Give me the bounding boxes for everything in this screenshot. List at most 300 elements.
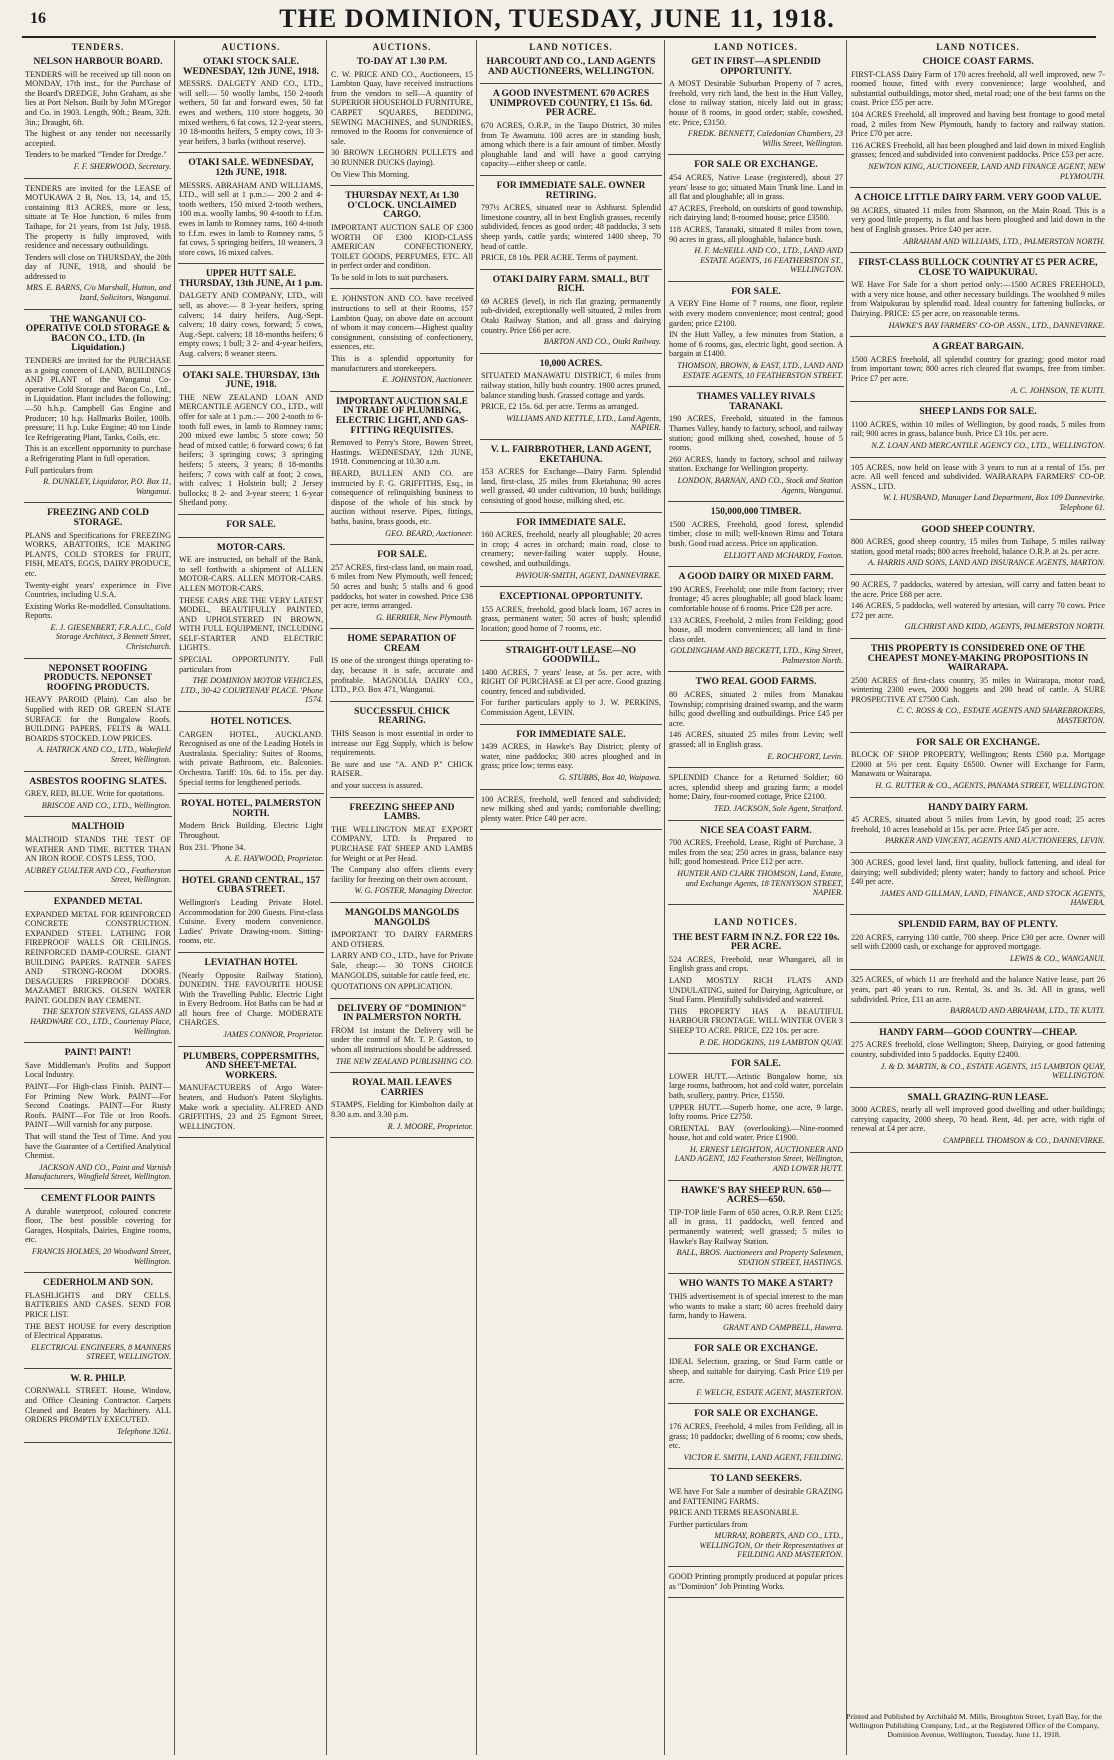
ad-heading: FOR SALE OR EXCHANGE.: [694, 1409, 818, 1420]
advertisement: [850, 255, 1106, 337]
advertisement: [178, 796, 324, 871]
column: [668, 918, 844, 1708]
ad-signature: R. J. MOORE, Proprietor.: [387, 1121, 473, 1131]
ad-text: 257 ACRES, first-class land, on main road, 6 miles from New Plymouth, well fenced; 50 acres and bush; 5 stalls and 6 good paddocks, hot water in cowshed. Price £38 per acre, terms arranged.: [331, 562, 473, 611]
ad-text: Existing Works Re-modelled. Consultations. Reports.: [25, 601, 171, 621]
advertisement: [850, 800, 1106, 853]
ad-heading: OTAKI DAIRY FARM. SMALL, BUT RICH.: [492, 274, 650, 295]
ad-signature: FRANCIS HOLMES, 20 Woodward Street, Wellington.: [31, 1246, 171, 1266]
column: [850, 54, 1106, 1706]
ad-heading: FOR IMMEDIATE SALE. OWNER RETIRING.: [496, 180, 646, 201]
advertisement: [24, 505, 172, 658]
ad-heading: FOR SALE OR EXCHANGE.: [916, 737, 1040, 748]
ad-signature: Telephone 3261.: [117, 1426, 171, 1436]
ad-signature: THE NEW ZEALAND PUBLISHING CO.: [335, 1056, 473, 1066]
ad-signature: E. JOHNSTON, Auctioneer.: [382, 375, 473, 385]
ad-heading: PLUMBERS, COPPERSMITHS, AND SHEET-METAL WORKERS.: [183, 1051, 319, 1081]
ad-heading: SPLENDID FARM, BAY OF PLENTY.: [898, 919, 1058, 930]
advertisement: [24, 312, 172, 504]
advertisement: [668, 157, 844, 282]
ad-signature: MURRAY, ROBERTS, AND CO., LTD., WELLINGTON, Or their Representatives at FEILDING AND MASTERTON.: [699, 1531, 843, 1560]
ad-text: BEARD, BULLEN AND CO. are instructed by F. G. GRIFFITHS, Esq., in consequence of relinquishing business to dispose of the whole of his stock by auction without reserve. Pipes, fittings, baths, basins, brass goods, etc.: [331, 468, 473, 526]
advertisement: [330, 188, 474, 289]
advertisement: [850, 855, 1106, 915]
column-rule: [846, 40, 847, 1755]
ad-text: TIP-TOP little Farm of 650 acres, O.R.P. Rent £125; all in grass, 11 paddocks, well fenced and permanently watered; well grassed; 5 miles to Hawke's Bay Railway Station.: [669, 1207, 843, 1246]
ad-heading: GOOD SHEEP COUNTRY.: [921, 524, 1035, 535]
ad-text: 105 ACRES, now held on lease with 3 years to run at a rental of 15s. per acre. All well fenced and subdivided. WAIRARAPA FARMERS' CO-OP. ASSN., LTD.: [851, 462, 1105, 491]
ad-signature: E. ROCHFORT, Levin.: [767, 751, 843, 761]
advertisement: [668, 1471, 844, 1567]
ad-text: TENDERS are invited for the PURCHASE as a going concern of LAND, BUILDINGS AND PLANT of the Wanganui Co-operative Cold Storage and Bacon Co., Ltd., in Liquidation. Plant includes the following:—50 h.h.p. Campbell Gas Engine and Producer; 10 h.p. Hallmarks Boiler, 100lb. pressure; 11 h.p. Luke Engine; 40 ton Linde Ice Refrigerating Plant, Tanks, Coils, etc.: [25, 356, 171, 442]
ad-heading: OTAKI SALE. WEDNESDAY, 12th JUNE, 1918.: [188, 158, 314, 178]
advertisement: [330, 394, 474, 545]
column-heading: AUCTIONS.: [372, 42, 432, 52]
ad-signature: E. J. GIESENBERT, F.R.A.I.C., Cold Storage Architect, 3 Bennett Street, Christchurch.: [50, 622, 171, 652]
ad-text: THIS PROPERTY HAS A BEAUTIFUL HARBOUR FRONTAGE. WILL WINTER OVER 3 SHEEP TO ACRE. PRICE, £22 10s. per acre.: [669, 1006, 843, 1035]
ad-signature: JAMES CONNOR, Proprietor.: [223, 1030, 323, 1040]
ad-text: THIS advertisement is of special interest to the man who wants to make a start; 60 acres freehold dairy farm, handy to Hawera.: [669, 1292, 843, 1321]
ad-heading: THAMES VALLEY RIVALS TARANAKI.: [696, 392, 816, 412]
ad-heading: UPPER HUTT SALE. THURSDAY, 13th JUNE, At 1 p.m.: [179, 269, 323, 289]
advertisement: [668, 674, 844, 768]
ad-heading: A GOOD INVESTMENT. 670 ACRES UNIMPROVED COUNTRY, £1 15s. 6d. PER ACRE.: [489, 89, 653, 119]
ad-text: 153 ACRES for Exchange—Dairy Farm. Splendid land, first-class, 25 miles from Eketahuna; 90 acres well grassed, 40 under cultivation, 10 bush; buildings consisting of good house, milking shed, etc.: [481, 467, 661, 505]
ad-signature: A. E. HAYWOOD, Proprietor.: [225, 854, 323, 864]
column-rule: [476, 40, 477, 1755]
advertisement: [668, 1406, 844, 1469]
imprint-footer: Printed and Published by Archibald M. Mills, Broughton Street, Lyall Bay, for the Wellington Publishing Company, Ltd., at the Registered Office of the Company, Dominion Avenue, Wellington, Tuesday, June 11, 1918.: [846, 1712, 1102, 1739]
ad-text: 176 ACRES, Freehold, 4 miles from Feilding, all in grass; 10 paddocks; dwelling of 6 rooms; cow sheds, etc.: [669, 1421, 843, 1451]
advertisement: [668, 1569, 844, 1598]
ad-signature: A. HATRICK AND CO., LTD., Wakefield Street, Wellington.: [37, 745, 171, 764]
ad-text: LOWER HUTT.—Artistic Bungalow home, six large rooms, bathroom, hot and cold water, porcelain bath, scullery, pantry. Price, £1550.: [669, 1071, 843, 1100]
advertisement: [668, 1056, 844, 1181]
ad-text: 325 ACRES, of which 11 are freehold and the balance Native lease, part 26 years, part 40 years to run. Rental, 3s. and 3s. 3d. All in grass, well subdivided. Price, £11 an acre.: [851, 975, 1105, 1004]
ad-signature: PARKER AND VINCENT, AGENTS AND AUCTIONEERS, LEVIN.: [885, 836, 1105, 846]
ad-text: FIRST-CLASS Dairy Farm of 170 acres freehold, all well improved, new 7-roomed house, fitted with every convenience; large woolshed, and substantial outbuildings, motor shed, metal road; one of the best farms on the coast. Price £55 per acre.: [851, 69, 1105, 108]
ad-text: STAMPS, Fielding for Kimbolton daily at 8.30 a.m. and 3.30 p.m.: [331, 1100, 473, 1120]
advertisement: [850, 577, 1106, 639]
ad-heading: NICE SEA COAST FARM.: [700, 825, 812, 836]
ad-text: ORIENTAL BAY (overlooking).—Nine-roomed house, hot and cold water. Price £1900.: [669, 1123, 843, 1143]
ad-signature: THE SEXTON STEVENS, GLASS AND HARDWARE CO., LTD., Courtenay Place, Wellington.: [30, 1007, 171, 1036]
advertisement: [850, 1090, 1106, 1153]
ad-heading: THE BEST FARM IN N.Z. FOR £22 10s. PER ACRE.: [672, 932, 840, 953]
ad-text: Twenty-eight years' experience in Five Countries, including U.S.A.: [25, 580, 171, 600]
advertisement: [480, 356, 662, 440]
ad-text: THE NEW ZEALAND LOAN AND MERCANTILE AGENCY CO., LTD., will offer for sale at 1 p.m.:— 200 2-tooth to 6-tooth full ewes, in lamb to Romney rams; 200 mixed ewe lambs; 5 store cows; 50 head of mixed cattle; 6 forward cows; 6 fat heifers; 3 springing cows; 3 springing heifers; 5 steers, 3 years; 8 18-months heifers; 7 cows with calf at foot; 2 cows, with calves; 1 Holstein bull; 2 Jersey bullocks; 8 2- and 3-year steers; 1 6-year Shetland pony.: [179, 392, 323, 508]
ad-heading: ROYAL HOTEL, PALMERSTON NORTH.: [181, 799, 321, 819]
advertisement: [480, 727, 662, 790]
advertisement: [480, 589, 662, 640]
ad-text: 155 ACRES, freehold, good black loam, 167 acres in grass, permanent water; 50 acres of bush; splendid location; good home of 7 rooms, etc.: [481, 604, 661, 633]
ad-text: SPECIAL OPPORTUNITY. Full particulars from: [179, 655, 323, 674]
advertisement: [850, 1025, 1106, 1088]
ad-signature: BARRAUD AND ABRAHAM, LTD., TE KUITI.: [950, 1006, 1105, 1016]
ad-text: 3000 ACRES, nearly all well improved good dwelling and other buildings; carrying capacity, 2000 sheep, 70 head. Rent, 4d. per acre, with right of renewal at £4 per acre.: [851, 1105, 1105, 1134]
ad-text: Further particulars from: [669, 1519, 748, 1529]
advertisement: [24, 1045, 172, 1189]
ad-text: IDEAL Selection, grazing, or Stud Farm cattle or sheep, and suitable for dairying. Cash Price £19 per acre.: [669, 1356, 843, 1386]
column-heading: LAND NOTICES.: [714, 42, 798, 52]
ad-text: PAINT—For High-class Finish. PAINT—For Priming New Work. PAINT—For Second Coatings. PAINT—For Rusty Roofs. PAINT—For Tile or Iron Roofs. PAINT—Will varnish for any purpose.: [25, 1082, 171, 1130]
ad-text: IS one of the strongest things operating to-day, because it is safe, accurate and profitable. MAGNOLIA DAIRY CO., LTD., P.O. Box 471, Wanganui.: [331, 656, 473, 695]
ad-text: TENDERS are invited for the LEASE of MOTUKAWA 2 B, Nos. 13, 14, and 15, containing 813 ACRES, more or less, situate at Te Hoe Junction, 6 miles from Taihape, for 21 years, from 1st July, 1918. The property is fully improved, with residence and necessary outbuildings.: [25, 183, 171, 251]
ad-signature: AUBREY GUALTER AND CO., Featherston Street, Wellington.: [25, 865, 171, 885]
ad-signature: W. G. FOSTER, Managing Director.: [354, 886, 473, 896]
ad-heading: FOR SALE OR EXCHANGE.: [694, 1344, 818, 1355]
ad-signature: BARTON AND CO., Otaki Railway.: [543, 337, 661, 347]
advertisement: [24, 819, 172, 892]
ad-text: CORNWALL STREET. House, Window, and Office Cleaning Contractor. Carpets Cleaned and Beaten by Machinery. ALL ORDERS PROMPTLY EXECUTED.: [25, 1386, 171, 1425]
ad-text: IMPORTANT TO DAIRY FARMERS AND OTHERS.: [331, 930, 473, 949]
ad-text: DALGETY AND COMPANY, LTD., will sell, as above:— 8 3-year heifers, spring calvers; 14 dairy heifers, Aug.-Sept. calvers; 18 dairy cows, forward; 5 cows, Aug.-Sept. calvers; 18 18-months heifers; 6 empty cows; 1 bull; 3 2- and 4-year heifers, Aug. calvers; 8 weaner steers.: [179, 291, 323, 359]
ad-signature: TED. JACKSON, Sole Agent, Stratford.: [713, 804, 843, 813]
ad-heading: HAWKE'S BAY SHEEP RUN. 650—ACRES—650.: [680, 1185, 831, 1206]
ad-text: (Nearly Opposite Railway Station), DUNEDIN. THE FAVOURITE HOUSE With the Travelling Public. Electric Light in Every Bedroom. Hot Baths can be had at all hours free of Charge. MODERATE CHARGES.: [179, 970, 323, 1028]
advertisement: [178, 155, 324, 264]
ad-text: THE WELLINGTON MEAT EXPORT COMPANY, LTD. Is Prepared to PURCHASE FAT SHEEP AND LAMBS for Weight or at Per Head.: [331, 824, 473, 863]
advertisement: [850, 460, 1106, 520]
ad-text: 1500 ACRES freehold, all splendid country for grazing; good motor road from important town; 800 acres rich cleared flat swamps, free from timber. Price £7 per acre.: [851, 354, 1105, 384]
ad-text: That will stand the Test of Time. And you have the Guarantee of a Certified Analytical Chemist.: [25, 1132, 171, 1161]
ad-text: 146 ACRES, 5 paddocks, well watered by artesian, will carry 70 cows. Price £72 per acre.: [851, 601, 1105, 620]
ad-text: On View This Morning.: [331, 169, 410, 179]
advertisement: [330, 547, 474, 629]
ad-text: 1100 ACRES, within 10 miles of Wellington, by good roads, 5 miles from rail; 900 acres in grass, balance bush. Price £3 10s. per acre.: [851, 419, 1105, 439]
ad-signature: FREDK. BENNETT, Caledonian Chambers, 23 Willis Street, Wellington.: [687, 129, 843, 148]
ad-heading: V. L. FAIRBROTHER, LAND AGENT, EKETAHUNA.: [490, 445, 652, 465]
ad-text: 190 ACRES, Freehold; one mile from factory; river frontage; 45 acres ploughable; all good black loam; comfortable house of 6 rooms. Price £28 per acre.: [669, 584, 843, 613]
advertisement: [480, 272, 662, 354]
ad-signature: LEWIS & CO., WANGANUI.: [1010, 953, 1105, 963]
advertisement: [178, 517, 324, 538]
column-heading: LAND NOTICES.: [936, 42, 1020, 52]
advertisement: [330, 1001, 474, 1074]
ad-signature: LONDON, BARNAN, AND CO., Stock and Station Agents, Wanganui.: [677, 475, 843, 495]
ad-text: 275 ACRES freehold, close Wellington; Sheep, Dairying, or good fattening country, subdivided into 5 paddocks. Equity £2400.: [851, 1040, 1105, 1059]
ad-text: GREY, RED, BLUE. Write for quotations.: [25, 789, 165, 799]
ad-text: 118 ACRES, Taranaki, situated 8 miles from town, 90 acres in grass, all ploughable, balance bush.: [669, 224, 843, 244]
advertisement: [668, 770, 844, 820]
ad-text: BLOCK OF SHOP PROPERTY, Wellington; Rents £560 p.a. Mortgage £2000 at 5½ per cent. Equity £6500. Owner will Exchange for Farm, Manawatu or Wairarapa.: [851, 750, 1105, 779]
ad-text: EXPANDED METAL FOR REINFORCED CONCRETE CONSTRUCTION. EXPANDED STEEL LATHING FOR FIREPROOF WALLS OR CEILINGS. REINFORCED DAMP-COURSE. GIANT BUILDING PAPERS. RATNER SAFES AND STRONG-ROOM DOORS. DESAGUERS FIREPROOF DOORS. MAZAMET BRICKS. OLSEN WATER PAINT. GOLDEN BAY CEMENT.: [25, 909, 171, 1005]
ad-text: FROM 1st instant the Delivery will be under the control of Mr. T. P. Gaston, to whom all instructions should be addressed.: [331, 1025, 473, 1055]
advertisement: [480, 86, 662, 176]
ad-signature: P. DE. HODGKINS, 119 LAMBTON QUAY.: [699, 1037, 843, 1047]
advertisement: [480, 442, 662, 513]
ad-signature: G. STUBBS, Box 40, Waipawa.: [558, 773, 661, 783]
advertisement: [24, 661, 172, 772]
advertisement: [850, 339, 1106, 402]
column-rule: [174, 40, 175, 1755]
ad-text: 160 ACRES, freehold, nearly all ploughable; 20 acres in crop; 4 acres in orchard; main road, close to creamery; never-failing water supply. House, cowshed, and outbuildings.: [481, 530, 661, 568]
ad-heading: THURSDAY NEXT, At 1.30 O'CLOCK. UNCLAIMED CARGO.: [345, 191, 459, 221]
ad-signature: H. F. McNEILL AND CO., LTD., LAND AND ESTATE AGENTS, 16 FEATHERSTON ST., WELLINGTON.: [694, 246, 843, 275]
ad-heading: MOTOR-CARS.: [216, 542, 286, 553]
ad-heading: OTAKI SALE. THURSDAY, 13th JUNE, 1918.: [182, 370, 320, 391]
ad-signature: THE DOMINION MOTOR VEHICLES, LTD., 30-42 COURTENAY PLACE. 'Phone 1574.: [180, 676, 323, 705]
ad-heading: SUCCESSFUL CHICK REARING.: [354, 706, 450, 727]
ad-text: PRICE, £2 15s. 6d. per acre. Terms as arranged.: [481, 402, 639, 412]
ad-text: PRICE, £8 10s. PER ACRE. Terms of payment.: [481, 253, 638, 263]
ad-text: 100 ACRES, freehold, well fenced and subdivided; new milking shed and yards; comfortable dwelling; plenty water. Price £40 per acre.: [481, 794, 661, 823]
advertisement: [330, 631, 474, 702]
advertisement: [480, 792, 662, 831]
ad-text: 133 ACRES, Freehold, 2 miles from Feilding; good house, all modern conveniences; all land in first-class order.: [669, 615, 843, 644]
ad-text: The Company also offers clients every facility for freezing on their own account.: [331, 865, 473, 884]
ad-heading: MALTHOID: [71, 822, 125, 833]
ad-heading: 150,000,000 TIMBER.: [710, 507, 802, 518]
ad-text: UPPER HUTT.—Superb home, one acre, 9 large, lofty rooms. Price £2750.: [669, 1102, 843, 1122]
ad-heading: HARCOURT AND CO., LAND AGENTS AND AUCTIONEERS, WELLINGTON.: [486, 57, 656, 77]
advertisement: [24, 894, 172, 1043]
page-number: 16: [30, 10, 46, 27]
ad-text: SPLENDID Chance for a Returned Soldier; 60 acres, splendid sheep and grazing farm; a model home; Dairy, four-roomed cottage, Price £2100.: [669, 773, 843, 802]
masthead-rule: [22, 36, 1096, 38]
ad-signature: HUNTER AND CLARK THOMSON, Land, Estate, and Exchange Agents, 18 TENNYSON STREET, NAPIER.: [677, 868, 843, 898]
advertisement: [24, 1191, 172, 1273]
column-heading: LAND NOTICES.: [714, 918, 798, 927]
ad-heading: SHEEP LANDS FOR SALE.: [919, 407, 1037, 418]
advertisement: [668, 1276, 844, 1339]
column-heading: LAND NOTICES.: [529, 42, 613, 52]
page-title: THE DOMINION, TUESDAY, JUNE 11, 1918.: [279, 4, 835, 33]
advertisement: [178, 714, 324, 794]
ad-signature: VICTOR E. SMITH, LAND AGENT, FEILDING.: [683, 1452, 843, 1462]
ad-heading: FOR IMMEDIATE SALE.: [516, 729, 626, 740]
ad-text: Box 231. 'Phone 34.: [179, 842, 246, 852]
advertisement: [178, 873, 324, 953]
ad-signature: BALL, BROS. Auctioneers and Property Salesmen, STATION STREET, HASTINGS.: [676, 1248, 843, 1267]
ad-text: A durable waterproof, coloured concrete floor, The best possible covering for Garages, Hospitals, Dairies, Engine rooms, etc.: [25, 1206, 171, 1245]
ad-heading: TO LAND SEEKERS.: [710, 1474, 802, 1485]
advertisement: [668, 54, 844, 155]
ad-text: PRICE AND TERMS REASONABLE.: [669, 1508, 799, 1518]
ad-text: 80 ACRES, situated 2 miles from Manakau Township; comprising drained swamp, and the warm hills; good dwelling and outbuildings. Price £45 per acre.: [669, 690, 843, 728]
ad-signature: NEWTON KING, AUCTIONEER, LAND AND FINANCE AGENT, NEW PLYMOUTH.: [868, 161, 1105, 181]
ad-signature: N.Z. LOAN AND MERCANTILE AGENCY CO., LTD., WELLINGTON.: [871, 441, 1105, 450]
ad-text: 1400 ACRES, 7 years' lease, at 5s. per acre, with RIGHT OF PURCHASE at £3 per acre. Good grazing country, fenced and subdivided.: [481, 667, 661, 696]
ad-text: 670 ACRES, O.R.P., in the Taupo District, 30 miles from Te Awamutu. 100 acres are in standing bush, among which there is a fair amount of timber. Mostly ploughable land and will have a good carrying capacity—either sheep or cattle.: [481, 120, 661, 169]
advertisement: [668, 930, 844, 1055]
ad-text: Wellington's Leading Private Hotel. Accommodation for 200 Guests. First-class Cuisine. Every modern convenience. Ladies' Private Drawing-room. Sitting-rooms, etc.: [179, 897, 323, 946]
ad-heading: MANGOLDS MANGOLDS MANGOLDS: [344, 907, 460, 928]
ad-text: A VERY Fine Home of 7 rooms, one floor, replete with every modern convenience; most central; good garden; price £2100.: [669, 299, 843, 328]
ad-signature: F. WELCH, ESTATE AGENT, MASTERTON.: [696, 1387, 843, 1397]
ad-heading: IMPORTANT AUCTION SALE IN TRADE OF PLUMBING, ELECTRIC LIGHT, AND GAS-FITTING REQUISITES.: [335, 396, 469, 436]
ad-signature: GEO. BEARD, Auctioneer.: [385, 528, 473, 538]
ad-heading: SMALL GRAZING-RUN LEASE.: [907, 1092, 1049, 1103]
ad-text: Modern Brick Building. Electric Light Throughout.: [179, 821, 323, 840]
advertisement: [178, 1049, 324, 1139]
column-rule: [326, 40, 327, 1755]
ad-heading: A CHOICE LITTLE DAIRY FARM. VERY GOOD VALUE.: [854, 193, 1102, 204]
ad-text: MALTHOID STANDS THE TEST OF WEATHER AND TIME. BETTER THAN AN IRON ROOF. COSTS LESS, TOO.: [25, 834, 171, 864]
ad-text: SITUATED MANAWATU DISTRICT, 6 miles from railway station, hilly bush country. 1900 acres pruned, balance standing bush. Grassed cottage and yards.: [481, 371, 661, 400]
ad-text: 797½ ACRES, situated near to Ashhurst. Splendid limestone country, all in best English grasses, recently subdivided, fences as good order; 48 paddocks, 3 sets sheep yards, cattle yards; wintered 1400 sheep, 70 head of cattle.: [481, 203, 661, 251]
ad-heading: ROYAL MAIL LEAVES CARRIES: [352, 1078, 452, 1098]
ad-text: 1500 ACRES, Freehold, good forest, splendid timber, close to mill; well-known Rimu and Totara bush. Good road access. Price on application.: [669, 519, 843, 548]
ad-signature: F. F. SHERWOOD, Secretary.: [73, 161, 171, 171]
ad-text: 300 ACRES, good level land, first quality, bullock fattening, and ideal for dairying; well subdivided; plenty water; handy to factory and school. Price £40 per acre.: [851, 858, 1105, 887]
ad-text: IMPORTANT AUCTION SALE OF £300 WORTH OF £300 KIOD-CLASS AMERICAN CONFECTIONERY, TOILET GOODS, PERFUMES, ETC. All in perfect order and condition.: [331, 222, 473, 271]
ad-text: 69 ACRES (level), in rich flat grazing, permanently sub-divided, exceptionally well situated, 2 miles from Otaki Railway Station, and all grass and dairying country. Price £66 per acre.: [481, 296, 661, 335]
ad-text: FLASHLIGHTS and DRY CELLS. BATTERIES AND CASES. SEND FOR PRICE LIST.: [25, 1290, 171, 1319]
ad-signature: MRS. E. BARNS, C/o Marshall, Hutton, and Izard, Solicitors, Wanganui.: [26, 283, 171, 303]
ad-text: THESE CARS ARE THE VERY LATEST MODEL, BEAUTIFULLY PAINTED, AND UPHOLSTERED IN BROWN, WITH FULL EQUIPMENT, INCLUDING SELF-STARTER AND ELECTRIC LIGHTS.: [179, 595, 323, 653]
ad-heading: FIRST-CLASS BULLOCK COUNTRY AT £5 PER ACRE, CLOSE TO WAIPUKURAU.: [858, 258, 1098, 278]
ad-text: 90 ACRES, 7 paddocks, watered by artesian, will carry and fatten beast to the acre. Price £68 per acre.: [851, 579, 1105, 599]
advertisement: [850, 917, 1106, 970]
ad-text: 146 ACRES, situated 25 miles from Levin; well grassed; all in English grass.: [669, 730, 843, 750]
column: [178, 54, 324, 1754]
ad-heading: FOR SALE.: [226, 519, 276, 530]
ad-text: QUOTATIONS ON APPLICATION.: [331, 982, 453, 992]
ad-signature: GOLDINGHAM AND BECKETT, LTD., King Street, Palmerston North.: [670, 646, 843, 665]
ad-signature: PAVIOUR-SMITH, AGENT, DANNEVIRKE.: [515, 570, 661, 580]
ad-heading: EXPANDED METAL: [53, 896, 143, 907]
ad-heading: FOR SALE.: [731, 1059, 781, 1070]
advertisement: [480, 54, 662, 84]
ad-heading: LEVIATHAN HOTEL: [204, 957, 298, 968]
column: [330, 54, 474, 1754]
ad-heading: HANDY DAIRY FARM.: [928, 802, 1028, 813]
ad-text: C. W. PRICE AND CO., Auctioneers, 15 Lambton Quay, have received instructions from the vendors to sell—A quantity of SUPERIOR HOUSEHOLD FURNITURE, CARPET SQUARES, BEDDING, SEWING MACHINES, and SUNDRIES, removed to the Rooms for convenience of sale.: [331, 69, 473, 146]
ad-heading: STRAIGHT-OUT LEASE—NO GOODWILL.: [505, 645, 637, 666]
ad-heading: CEDERHOLM AND SON.: [42, 1278, 154, 1289]
ad-text: and your success is assured.: [331, 781, 423, 790]
ad-text: LARRY AND CO., LTD., have for Private Sale, cheap:— 30 TONS CHOICE MANGOLDS, suitable for cattle feed, etc.: [331, 951, 473, 980]
advertisement: [668, 504, 844, 567]
ad-text: 104 ACRES Freehold, all improved and having best frontage to good metal road, 2 miles from New Plymouth, handy to factory and railway station. Price £70 per acre.: [851, 109, 1105, 139]
advertisement: [668, 823, 844, 905]
ad-heading: EXCEPTIONAL OPPORTUNITY.: [499, 592, 643, 603]
ad-heading: DELIVERY OF "DOMINION" IN PALMERSTON NORTH.: [337, 1003, 467, 1024]
ad-signature: H. G. RUTTER & CO., AGENTS, PANAMA STREET, WELLINGTON.: [875, 781, 1105, 791]
advertisement: [850, 972, 1106, 1022]
ad-text: MANUFACTURERS of Argo Water-heaters, and Hudson's Patent Skylights. Make work a speciality. ALFRED AND GRIFFITHS, 23 and 25 Egmont Street, WELLINGTON.: [179, 1083, 323, 1131]
ad-signature: R. DUNKLEY, Liquidator, P.O. Box 11, Wanganui.: [43, 477, 171, 496]
ad-text: WE Have For Sale for a short period only:—1500 ACRES FREEHOLD, with a very nice house, and other necessary buildings. The woolshed 9 miles from Waipukurau by splendid road. Ideal country for fattening bullocks, or Dairying. PRICE: £5 per acre, on reasonable terms.: [851, 280, 1105, 319]
column-rule: [664, 40, 665, 1755]
ad-text: MESSRS. DALGETY AND CO., LTD., will sell:— 50 woolly lambs, 150 2-tooth wethers, 50 fat and forward ewes, 50 fat ewes and wethers, 110 store hoggets, 30 mixed wethers, 6 fat cows, 12 2-year steers, 10 18-months heifers, 5 empty cows, 10 3-year heifers, 3 barks (without reserve).: [179, 79, 323, 146]
ad-heading: TWO REAL GOOD FARMS.: [695, 677, 817, 688]
ad-text: For further particulars apply to J. W. PERKINS, Commission Agent, LEVIN.: [481, 698, 661, 718]
ad-heading: GET IN FIRST—A SPLENDID OPPORTUNITY.: [691, 57, 821, 77]
ad-text: LAND MOSTLY RICH FLATS AND UNDULATING, suited for Dairying, Agriculture, or Stud Farm. Plentifully subdivided and watered.: [669, 975, 843, 1005]
ad-text: 524 ACRES, Freehold, near Whangarei, all in English grass and crops.: [669, 954, 843, 974]
ad-text: 454 ACRES, Native Lease (registered), about 27 years' lease to go; situated Main Trunk line. Land in all flat and ploughable; all in grass.: [669, 172, 843, 202]
ad-signature: CAMPBELL THOMSON & CO., DANNEVIRKE.: [942, 1136, 1105, 1146]
ad-signature: JAMES AND GILLMAN, LAND, FINANCE, AND STOCK AGENTS, HAWERA.: [880, 888, 1105, 908]
advertisement: [330, 1075, 474, 1138]
column-heading: TENDERS.: [71, 42, 125, 52]
column: [24, 54, 172, 1754]
ad-heading: CEMENT FLOOR PAINTS: [40, 1193, 156, 1204]
advertisement: [330, 704, 474, 798]
ad-text: This is a splendid opportunity for manufacturers and storekeepers.: [331, 354, 473, 373]
ad-signature: BRISCOE AND CO., LTD., Wellington.: [41, 800, 171, 810]
ad-text: Removed to Perry's Store, Bowen Street, Hastings. WEDNESDAY, 12th JUNE, 1918. Commencing at 10.30 a.m.: [331, 438, 473, 467]
advertisement: [850, 735, 1106, 798]
ad-text: MESSRS. ABRAHAM AND WILLIAMS, LTD., will sell at 1 p.m.:— 200 2 and 4-tooth wethers, 150 mixed 2-tooth wethers, 100 m.a. woolly lambs, 90 4-tooth to f.f.m. ewes in lamb to Romney rams, 160 4-tooth to f.f.m. ewes in lamb to Romney rams, 5 fat cows, 5 springing heifers, 10 weaners, 3 store cows, 16 mixed calves.: [179, 180, 323, 257]
ad-signature: C. C. ROSS & CO., ESTATE AGENTS AND SHAREBROKERS, MASTERTON.: [896, 706, 1105, 726]
advertisement: [24, 774, 172, 818]
advertisement: [178, 540, 324, 713]
ad-text: 1439 ACRES, in Hawke's Bay District; plenty of water, nine paddocks; 300 acres ploughed and in grass; price low; terms easy.: [481, 742, 661, 771]
ad-text: THE BEST HOUSE for every description of Electrical Apparatus.: [25, 1321, 171, 1341]
ad-text: WE have For Sale a number of desirable GRAZING and FATTENING FARMS.: [669, 1486, 843, 1506]
ad-text: 2500 ACRES of first-class country, 35 miles in Wairarapa, motor road, wintering 2300 ewes, 2000 hoggets and 200 head of cattle. A SURE PROSPECTIVE AT £7500 Cash.: [851, 675, 1105, 704]
ad-text: 700 ACRES, Freehold, Lease, Right of Purchase, 3 miles from the sea; 250 acres in grass, balance easy hill; good homestead. Price £12 per acre.: [669, 838, 843, 867]
ad-heading: HANDY FARM—GOOD COUNTRY—CHEAP.: [879, 1027, 1077, 1038]
ad-signature: ELECTRICAL ENGINEERS, 8 MANNERS STREET, WELLINGTON.: [31, 1342, 171, 1362]
ad-signature: ELLIOTT AND MCHARDY, Foxton.: [723, 550, 843, 560]
advertisement: [330, 800, 474, 903]
ad-heading: FOR SALE.: [731, 286, 781, 297]
column: [668, 54, 844, 914]
advertisement: [480, 515, 662, 588]
advertisement: [330, 291, 474, 391]
advertisement: [178, 266, 324, 365]
ad-text: 30 BROWN LEGHORN PULLETS and 30 RUNNER DUCKS (laying).: [331, 148, 473, 167]
ad-heading: ASBESTOS ROOFING SLATES.: [29, 776, 167, 787]
ad-signature: ABRAHAM AND WILLIAMS, LTD., PALMERSTON NORTH.: [903, 236, 1105, 246]
ad-signature: GRANT AND CAMPBELL, Hawera.: [722, 1322, 843, 1332]
ad-text: Save Middleman's Profits and Support Local Industry.: [25, 1060, 171, 1080]
ad-heading: HOTEL NOTICES.: [210, 717, 292, 728]
ad-text: 47 ACRES, Freehold, on outskirts of good township, rich dairying land; 8-roomed house; price £3500.: [669, 203, 843, 223]
ad-signature: A. C. JOHNSON, TE KUITI.: [1010, 385, 1105, 395]
ad-heading: FOR SALE.: [377, 550, 427, 561]
ad-text: 800 ACRES, good sheep country, 15 miles from Taihape, 5 miles railway station, good metal roads; 800 acres freehold, balance O.R.P. at 2s. per acre.: [851, 537, 1105, 556]
ad-signature: A. HARRIS AND SONS, LAND AND INSURANCE AGENTS, MARTON.: [868, 558, 1105, 568]
ad-text: 116 ACRES Freehold, all has been ploughed and laid down in mixed English grasses; fenced and subdivided into convenient paddocks. Price £53 per acre.: [851, 140, 1105, 160]
ad-heading: FOR SALE OR EXCHANGE.: [694, 160, 818, 171]
ad-heading: A GOOD DAIRY OR MIXED FARM.: [678, 572, 834, 583]
ad-heading: HOTEL GRAND CENTRAL, 157 CUBA STREET.: [181, 875, 321, 896]
ad-heading: THIS PROPERTY IS CONSIDERED ONE OF THE CHEAPEST MONEY-MAKING PROPOSITIONS IN WAIRARAPA.: [867, 643, 1089, 674]
advertisement: [668, 389, 844, 502]
advertisement: [850, 54, 1106, 188]
ad-text: 260 ACRES, handy to factory, school and railway station. Exchange for Wellington property.: [669, 454, 843, 474]
advertisement: [178, 54, 324, 153]
ad-text: Full particulars from: [25, 465, 93, 475]
ad-text: IN the Hutt Valley, a few minutes from Station, a home of 6 rooms, gas, electric light, good section. A bargain at £1400.: [669, 330, 843, 359]
advertisement: [850, 404, 1106, 457]
advertisement: [24, 1275, 172, 1369]
column: [480, 54, 662, 1754]
advertisement: [850, 190, 1106, 253]
ad-text: Be sure and use "A. AND P." CHICK RAISER.: [331, 759, 473, 779]
ad-heading: FREEZING SHEEP AND LAMBS.: [349, 802, 455, 823]
ad-signature: HAWKE'S BAY FARMERS' CO-OP. ASSN., LTD., DANNEVIRKE.: [888, 320, 1105, 330]
ad-signature: J. & D. MARTIN, & CO., ESTATE AGENTS, 115 LAMBTON QUAY, WELLINGTON.: [880, 1061, 1105, 1081]
ad-heading: 10,000 ACRES.: [539, 358, 603, 369]
ad-text: 45 ACRES, situated about 5 miles from Levin, by good road; 25 acres freehold, 10 acres leasehold at 15s. per acre. Price £45 per acre.: [851, 815, 1105, 834]
ad-text: Tenders to be marked "Tender for Dredge.": [25, 150, 167, 160]
ad-text: This is an excellent opportunity to purchase a Refrigerating Plant in full operation.: [25, 444, 171, 463]
ad-text: THIS Season is most essential in order to increase our Egg Supply, which is below requirements.: [331, 729, 473, 758]
advertisement: [330, 54, 474, 186]
ad-heading: OTAKI STOCK SALE. WEDNESDAY, 12th JUNE, 1918.: [182, 57, 320, 77]
ad-signature: WILLIAMS AND KETTLE, LTD., Land Agents, NAPIER.: [506, 413, 661, 433]
ad-heading: NEPONSET ROOFING PRODUCTS. NEPONSET ROOFING PRODUCTS.: [43, 663, 153, 693]
advertisement: [24, 54, 172, 179]
ad-signature: H. ERNEST LEIGHTON, AUCTIONEER AND LAND AGENT, 182 Featherston Street, Wellington, AND LOWER HUTT.: [674, 1144, 843, 1174]
